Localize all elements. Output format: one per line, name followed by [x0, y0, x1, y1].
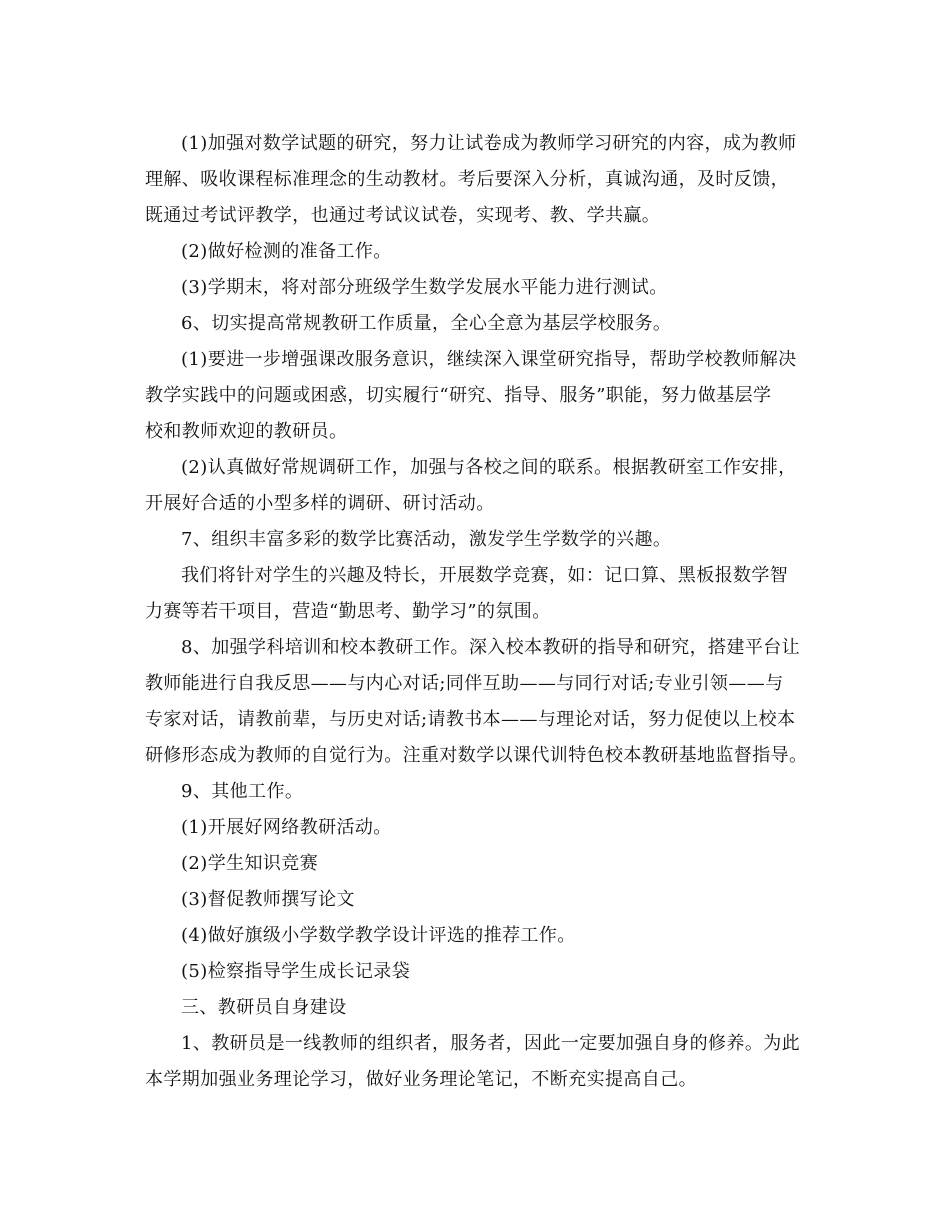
- text-line: 专家对话，请教前辈，与历史对话;请教书本——与理论对话，努力促使以上校本: [145, 709, 796, 730]
- text-line: 6、切实提高常规教研工作质量，全心全意为基层学校服务。: [181, 313, 672, 334]
- list-item: [145, 846, 815, 882]
- text-line: (4)做好旗级小学数学教学设计评选的推荐工作。: [181, 925, 576, 946]
- text-line: (2)学生知识竞赛: [181, 853, 319, 874]
- text-line: 8、加强学科培训和校本教研工作。深入校本教研的指导和研究，搭建平台让: [181, 637, 801, 658]
- text-line: 教学实践中的问题或困惑，切实履行“研究、指导、服务”职能，努力做基层学: [145, 385, 772, 406]
- text-line: (2)做好检测的准备工作。: [181, 241, 392, 262]
- list-item: [145, 810, 815, 846]
- paragraph: [145, 342, 815, 450]
- list-item: [145, 882, 815, 918]
- paragraph: [145, 270, 815, 306]
- text-line: 理解、吸收课程标准理念的生动教材。考后要深入分析，真诚沟通，及时反馈，: [145, 169, 789, 190]
- text-line: 教师能进行自我反思——与内心对话;同伴互助——与同行对话;专业引领——与: [145, 673, 784, 694]
- text-line: 本学期加强业务理论学习，做好业务理论笔记，不断充实提高自己。: [145, 1069, 697, 1090]
- text-line: 我们将针对学生的兴趣及特长，开展数学竞赛，如：记口算、黑板报数学智: [181, 565, 789, 586]
- text-line: (1)开展好网络教研活动。: [181, 817, 392, 838]
- text-line: 开展好合适的小型多样的调研、研讨活动。: [145, 493, 495, 514]
- list-item: [145, 954, 815, 990]
- text-line: (1)要进一步增强课改服务意识，继续深入课堂研究指导，帮助学校教师解决: [181, 349, 797, 370]
- text-line: (2)认真做好常规调研工作，加强与各校之间的联系。根据教研室工作安排，: [181, 457, 797, 478]
- text-line: 1、教研员是一线教师的组织者，服务者，因此一定要加强自身的修养。为此: [181, 1033, 801, 1054]
- text-line: 9、其他工作。: [181, 781, 304, 802]
- paragraph: [145, 558, 815, 630]
- text-line: (3)督促教师撰写论文: [181, 889, 355, 910]
- text-line: 7、组织丰富多彩的数学比赛活动，激发学生学数学的兴趣。: [181, 529, 672, 550]
- text-line: 力赛等若干项目，营造“勤思考、勤学习”的氛围。: [145, 601, 551, 622]
- text-line: 三、教研员自身建设: [181, 997, 347, 1018]
- text-line: (3)学期末，将对部分班级学生数学发展水平能力进行测试。: [181, 277, 668, 298]
- document-body: [145, 126, 815, 1098]
- section-heading: [145, 774, 815, 810]
- paragraph: [145, 450, 815, 522]
- section-heading: [145, 306, 815, 342]
- text-line: (5)检察指导学生成长记录袋: [181, 961, 411, 982]
- text-line: (1)加强对数学试题的研究，努力让试卷成为教师学习研究的内容，成为教师: [181, 133, 797, 154]
- section-heading: [145, 630, 815, 774]
- text-line: 校和教师欢迎的教研员。: [145, 421, 348, 442]
- section-heading: [145, 522, 815, 558]
- paragraph: [145, 234, 815, 270]
- list-item: [145, 918, 815, 954]
- text-line: 研修形态成为教师的自觉行为。注重对数学以课代训特色校本教研基地监督指导。: [145, 745, 808, 766]
- paragraph: [145, 1026, 815, 1098]
- section-heading: [145, 990, 815, 1026]
- text-line: 既通过考试评教学，也通过考试议试卷，实现考、教、学共赢。: [145, 205, 661, 226]
- paragraph: [145, 126, 815, 234]
